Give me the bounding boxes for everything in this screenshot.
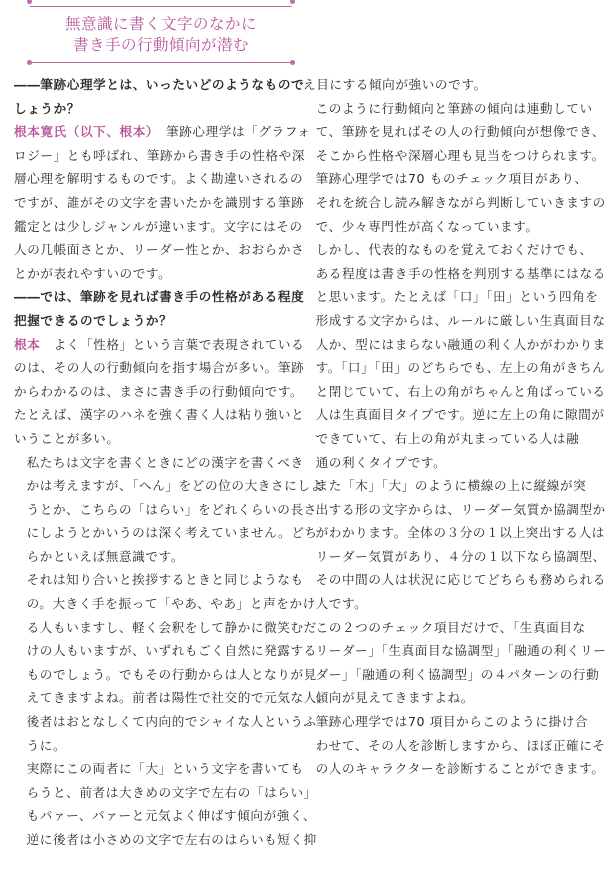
text-line: 後者はおとなしくて内向的でシャイな人というふ: [26, 714, 317, 730]
body-paragraph: [303, 710, 606, 781]
speaker-name: 根本寛氏（以下、根本）: [14, 124, 153, 140]
text-line: うに。: [26, 737, 67, 753]
interview-question: [14, 73, 305, 120]
text-line: ――筆跡心理学とは、いったいどのようなもので: [14, 77, 305, 92]
heading-line-2: 書き手の行動傾向が潜む: [72, 36, 249, 54]
text-line: しょうか？: [14, 100, 80, 116]
text-line: からわかるのは、まさに書き手の行動傾向です。: [14, 383, 304, 399]
left-text-column: [14, 73, 331, 852]
text-line: [14, 120, 311, 144]
text-line: らかといえば無意識です。: [26, 548, 184, 564]
text-line: 筆跡心理学では70 ものチェック項目があり、: [315, 171, 588, 187]
text-line: このように行動傾向と筆跡の傾向は連動してい: [315, 100, 593, 116]
text-line: その中間の人は状況に応じてどちらも務められる: [315, 572, 606, 588]
heading-ornament-dot: [27, 60, 32, 65]
text-line: す。「口」「田」のどちらでも、左上の角がきちん: [315, 360, 606, 376]
text-line: 私たちは文字を書くときにどの漢字を書くべき: [26, 454, 304, 470]
text-line: 逆に後者は小さめの文字で左右のはらいも短く抑: [26, 832, 317, 847]
text-line: 形成する文字からは、ルールに厳しい生真面目な: [315, 312, 606, 328]
text-line: わせて、その人を診断しますから、ほぼ正確にそ: [315, 737, 606, 753]
text-line: かは考えますが、「へん」をどの位の大きさにしよ: [26, 478, 324, 494]
text-line: リーダー気質があり、４分の１以下なら協調型、: [315, 548, 606, 564]
body-paragraph: [303, 97, 606, 168]
text-line: る人もいますし、軽く会釈をして静かに微笑むだ: [26, 619, 317, 635]
text-line: 実際にこの両者に「大」という文字を書いても: [26, 761, 304, 777]
right-text-column: [303, 73, 606, 781]
heading-ornament-dot: [27, 0, 32, 4]
text-line: ある程度は書き手の性格を判別する基準にはなる: [315, 265, 606, 281]
answer-text: 筆跡心理学は「グラフォ: [152, 124, 311, 140]
body-paragraph: [14, 451, 324, 569]
text-line: 人は生真面目タイプです。逆に左上の角に隙間が: [315, 407, 605, 423]
text-line: また「木」「大」のように横線の上に縦線が突: [315, 478, 587, 494]
text-line: らうと、前者は大きめの文字で左右の「はらい」: [26, 784, 317, 800]
body-paragraph: [303, 167, 606, 238]
text-line: がわかります。全体の３分の１以上突出する人は: [315, 525, 605, 541]
text-line: けの人もいますが、いずれもごく自然に発露する: [26, 643, 317, 659]
text-line: できていて、右上の角が丸まっている人は融: [315, 430, 580, 446]
text-line: えてきますよね。前者は陽性で社交的で元気な人、: [26, 690, 331, 706]
text-line: 通の利くタイプです。: [315, 454, 447, 470]
body-paragraph: [14, 757, 317, 851]
heading-ornament-dot: [290, 0, 295, 4]
text-line: ロジー」とも呼ばれ、筆跡から書き手の性格や深: [14, 147, 306, 163]
text-line: それを統合し読み解きながら判断していきますの: [315, 194, 606, 210]
text-line: え目にする傾向が強いのです。: [303, 77, 487, 92]
interview-answer: [14, 120, 311, 285]
section-heading-box: [30, 0, 292, 63]
text-line: そこから性格や深層心理も見当をつけられます。: [315, 147, 605, 163]
text-line: ものでしょう。でもその行動からは人となりが見: [26, 666, 317, 682]
text-line: この２つのチェック項目だけで、「生真面目な: [315, 619, 586, 635]
text-line: と閉じていて、右上の角がちゃんと角ばっている: [315, 383, 606, 399]
heading-line-1: 無意識に書く文字のなかに: [64, 15, 257, 33]
text-line: 筆跡心理学では70 項目からこのように掛け合: [315, 714, 589, 730]
text-line: たとえば、漢字のハネを強く書く人は粘り強いと: [14, 407, 305, 423]
text-line: 鑑定とは少しジャンルが違います。文字にはその: [14, 218, 303, 234]
text-line: ――では、筆跡を見れば書き手の性格がある程度: [14, 289, 305, 305]
interview-answer: [14, 333, 305, 451]
text-line: 人の几帳面さとか、リーダー性とか、おおらかさ: [14, 242, 305, 258]
text-line: 傾向が見えてきますよね。: [315, 690, 474, 706]
text-line: リーダー」「生真面目な協調型」「融通の利くリー: [315, 643, 606, 659]
text-line: それは知り合いと挨拶するときと同じようなも: [26, 572, 304, 588]
text-line: 人か、型にはまらない融通の利く人かがわかりま: [315, 336, 606, 352]
text-line: 人です。: [315, 596, 368, 612]
text-line: と思います。たとえば「口」「田」という四角を: [315, 289, 599, 305]
text-line: とかが表れやすいのです。: [14, 265, 172, 281]
body-paragraph-continued: [303, 73, 569, 97]
text-line: の。大きく手を振って「やあ、やあ」と声をかけ: [26, 596, 316, 612]
body-paragraph: [14, 568, 331, 757]
text-line: [14, 333, 305, 357]
text-line: にしようとかいうのは深く考えていません。どち: [26, 525, 318, 541]
answer-text: よく「性格」という言葉で表現されている: [40, 336, 305, 352]
body-paragraph: [303, 616, 606, 710]
text-line: ダー」「融通の利く協調型」の４パターンの行動: [315, 666, 600, 682]
speaker-name: 根本: [14, 336, 41, 352]
heading-ornament-dot: [290, 60, 295, 65]
text-line: 把握できるのでしょうか？: [14, 312, 173, 328]
text-line: しかし、代表的なものを覚えておくだけでも、: [315, 242, 593, 258]
body-paragraph: [303, 238, 606, 474]
text-line: うとか、こちらの「はらい」をどれくらいの長さ: [26, 501, 317, 517]
text-line: 出する形の文字からは、リーダー気質か協調型か: [315, 501, 606, 517]
section-heading: [30, 14, 292, 56]
body-paragraph: [303, 474, 606, 616]
text-line: で、少々専門性が高くなっています。: [315, 218, 539, 234]
text-line: いうことが多い。: [14, 430, 120, 446]
text-line: もパァー、パァーと元気よく伸ばす傾向が強く、: [26, 808, 317, 824]
interview-question: [14, 285, 305, 332]
text-line: の人のキャラクターを診断することができます。: [315, 761, 605, 777]
text-line: のは、その人の行動傾向を指す場合が多い。筆跡: [14, 360, 305, 376]
text-line: 層心理を解明するものです。よく勘違いされるの: [14, 171, 304, 187]
text-line: て、筆跡を見ればその人の行動傾向が想像でき、: [315, 124, 606, 140]
text-line: ですが、誰がその文字を書いたかを識別する筆跡: [14, 194, 305, 210]
